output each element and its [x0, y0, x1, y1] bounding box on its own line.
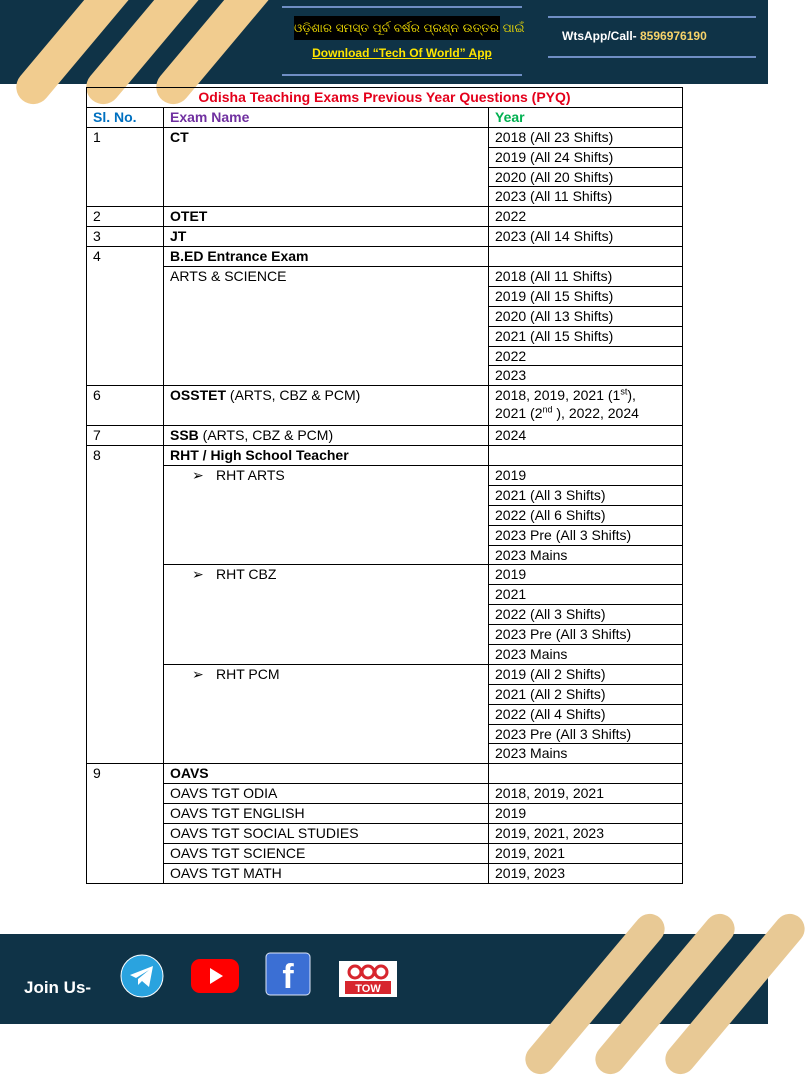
year-cell: 2023 Mains	[489, 644, 683, 664]
table-row	[87, 784, 683, 804]
table-row	[87, 764, 683, 784]
year-cell: 2022 (All 3 Shifts)	[489, 605, 683, 625]
exam-name	[164, 127, 489, 207]
exam-name-suffix: (ARTS, CBZ & PCM)	[226, 387, 361, 404]
header-exam-name: Exam Name	[164, 107, 489, 127]
year-cell: 2019, 2021	[489, 843, 683, 863]
year-text: 2018, 2019, 2021 (1	[495, 387, 621, 404]
contact-phone[interactable]: 8596976190	[640, 29, 707, 43]
exam-subname: ARTS & SCIENCE	[164, 267, 489, 386]
table-row	[87, 664, 683, 684]
year-cell: 2022	[489, 207, 683, 227]
rht-subject: RHT PCM	[216, 665, 280, 682]
year-cell-empty	[489, 446, 683, 466]
sl-no: 4	[87, 247, 164, 386]
rht-cbz-label	[164, 565, 489, 664]
year-cell: 2020 (All 20 Shifts)	[489, 167, 683, 187]
year-cell: 2023	[489, 366, 683, 386]
year-cell: 2021	[489, 585, 683, 605]
year-cell: 2023 Pre (All 3 Shifts)	[489, 525, 683, 545]
table-row	[87, 227, 683, 247]
year-cell: 2023 (All 11 Shifts)	[489, 187, 683, 207]
youtube-icon[interactable]	[190, 958, 240, 994]
header-center	[282, 0, 525, 84]
year-cell: 2019, 2023	[489, 863, 683, 883]
year-line	[495, 404, 676, 422]
exam-subname: OAVS TGT SOCIAL STUDIES	[164, 823, 489, 843]
year-cell: 2023 Mains	[489, 744, 683, 764]
year-cell-empty	[489, 764, 683, 784]
facebook-icon[interactable]	[265, 952, 311, 996]
year-cell: 2023 Pre (All 3 Shifts)	[489, 724, 683, 744]
facebook-letter: f	[282, 958, 294, 996]
exam-name-bold: OAVS	[170, 765, 209, 782]
year-cell: 2019	[489, 804, 683, 824]
table-header-row	[87, 107, 683, 127]
exam-name	[164, 446, 489, 466]
year-line	[495, 386, 676, 404]
table-row	[87, 426, 683, 446]
sl-no: 8	[87, 446, 164, 764]
year-cell: 2022 (All 6 Shifts)	[489, 505, 683, 525]
table-row	[87, 565, 683, 585]
sl-no: 2	[87, 207, 164, 227]
exam-name	[164, 426, 489, 446]
arrow-bullet-icon: ➢	[192, 665, 204, 682]
year-cell: 2019 (All 2 Shifts)	[489, 664, 683, 684]
header-divider	[282, 74, 522, 76]
exam-name	[164, 386, 489, 426]
year-cell	[489, 386, 683, 426]
sl-no: 3	[87, 227, 164, 247]
rht-subject: RHT CBZ	[216, 566, 277, 583]
exam-name	[164, 247, 489, 267]
exam-name-bold: OTET	[170, 208, 208, 225]
exam-subname: OAVS TGT MATH	[164, 863, 489, 883]
odia-tagline: ଓଡ଼ିଶାର ସମସ୍ତ ପୂର୍ବ ବର୍ଷର ପ୍ରଶ୍ନ ଉତ୍ତର ପାଇଁ	[294, 16, 500, 40]
exam-name-bold: B.ED Entrance Exam	[170, 248, 309, 265]
year-cell: 2022 (All 4 Shifts)	[489, 704, 683, 724]
exam-name-bold: OSSTET	[170, 387, 227, 404]
sl-no: 1	[87, 127, 164, 207]
tow-label: TOW	[355, 983, 381, 995]
year-cell: 2018 (All 11 Shifts)	[489, 267, 683, 287]
exam-name	[164, 764, 489, 784]
exam-name	[164, 207, 489, 227]
header-divider	[282, 6, 522, 8]
exam-subname: OAVS TGT SCIENCE	[164, 843, 489, 863]
exam-name	[164, 227, 489, 247]
arrow-bullet-icon: ➢	[192, 466, 204, 483]
header-banner	[0, 0, 768, 84]
tow-logo-icon[interactable]	[339, 961, 397, 997]
year-cell: 2019	[489, 565, 683, 585]
year-cell: 2023 Mains	[489, 545, 683, 565]
footer-banner	[0, 934, 768, 1024]
telegram-icon[interactable]	[120, 954, 164, 998]
rht-subject: RHT ARTS	[216, 466, 285, 483]
year-cell: 2023 Pre (All 3 Shifts)	[489, 625, 683, 645]
header-divider	[548, 56, 756, 58]
year-text: ),	[627, 387, 636, 404]
year-cell: 2021 (All 15 Shifts)	[489, 326, 683, 346]
header-divider	[548, 16, 756, 18]
exam-name-bold: SSB	[170, 427, 199, 444]
arrow-bullet-icon: ➢	[192, 566, 204, 583]
table-row	[87, 843, 683, 863]
table-row	[87, 863, 683, 883]
year-cell-empty	[489, 247, 683, 267]
exam-name-bold: CT	[170, 128, 189, 145]
table-title: Odisha Teaching Exams Previous Year Questions (PYQ)	[87, 88, 683, 108]
year-cell: 2019 (All 15 Shifts)	[489, 286, 683, 306]
year-cell: 2024	[489, 426, 683, 446]
year-cell: 2020 (All 13 Shifts)	[489, 306, 683, 326]
header-sl-no: Sl. No.	[87, 107, 164, 127]
table-row	[87, 804, 683, 824]
header-contact	[548, 0, 756, 84]
exam-subname: OAVS TGT ENGLISH	[164, 804, 489, 824]
table-row	[87, 465, 683, 485]
ordinal-suffix: st	[620, 386, 628, 397]
exam-name-bold: RHT / High School Teacher	[170, 447, 349, 464]
sl-no: 9	[87, 764, 164, 883]
ordinal-suffix: nd	[542, 404, 553, 415]
year-cell: 2023 (All 14 Shifts)	[489, 227, 683, 247]
rht-arts-label	[164, 465, 489, 564]
sl-no: 6	[87, 386, 164, 426]
table-row	[87, 247, 683, 267]
year-cell: 2022	[489, 346, 683, 366]
year-cell: 2021 (All 3 Shifts)	[489, 485, 683, 505]
exam-name-suffix: (ARTS, CBZ & PCM)	[198, 427, 334, 444]
year-cell: 2019 (All 24 Shifts)	[489, 147, 683, 167]
year-cell: 2019	[489, 465, 683, 485]
contact-label: WtsApp/Call-	[562, 29, 640, 43]
table-row	[87, 127, 683, 147]
download-app-link[interactable]: Download “Tech Of World” App	[312, 46, 492, 60]
year-cell: 2018 (All 23 Shifts)	[489, 127, 683, 147]
year-text: ), 2022, 2024	[552, 405, 639, 422]
table-row	[87, 207, 683, 227]
table-row	[87, 446, 683, 466]
exam-name-bold: JT	[170, 228, 187, 245]
sl-no: 7	[87, 426, 164, 446]
exam-subname: OAVS TGT ODIA	[164, 784, 489, 804]
rht-pcm-label	[164, 664, 489, 763]
table-title-row	[87, 88, 683, 108]
contact-info	[562, 29, 707, 43]
year-cell: 2019, 2021, 2023	[489, 823, 683, 843]
join-us-label: Join Us-	[24, 978, 92, 997]
table-row	[87, 386, 683, 426]
header-year: Year	[489, 107, 683, 127]
year-cell: 2018, 2019, 2021	[489, 784, 683, 804]
year-cell: 2021 (All 2 Shifts)	[489, 684, 683, 704]
year-text: 2021 (2	[495, 405, 543, 422]
table-row	[87, 267, 683, 287]
table-row	[87, 823, 683, 843]
pyq-table	[86, 87, 683, 884]
